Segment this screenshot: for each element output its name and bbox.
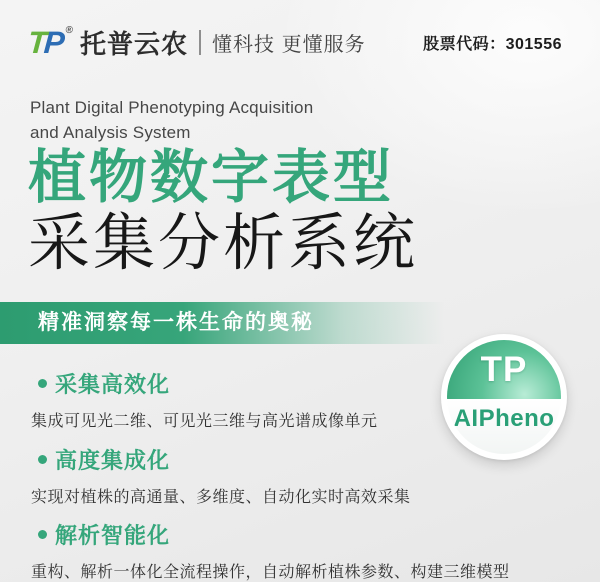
logo-letter-t: T (26, 24, 47, 60)
feature-description: 重构、解析一体化全流程操作，自动解析植株参数、构建三维模型 (31, 564, 510, 581)
brand-lockup (28, 24, 366, 61)
logo-letter-p: P (42, 24, 64, 60)
feature-item-integration (31, 444, 511, 507)
stock-code-label: 股票代码：301556 (423, 36, 562, 53)
feature-heading (31, 368, 511, 399)
english-subtitle (30, 96, 360, 145)
toppy-tp-logo-icon (27, 25, 74, 61)
bullet-dot-icon (38, 455, 47, 464)
feature-title: 高度集成化 (55, 448, 171, 473)
brand-name: 托普云农 (80, 29, 189, 59)
feature-title: 解析智能化 (55, 523, 171, 548)
badge-tp-label: TP (480, 349, 528, 389)
feature-heading (31, 444, 511, 475)
badge-aipheno-label: AIPheno (453, 405, 555, 433)
bullet-dot-icon (38, 379, 47, 388)
top-bar (0, 0, 600, 70)
feature-description: 实现对植株的高通量、多维度、自动化实时高效采集 (31, 489, 411, 506)
feature-item-analysis (31, 519, 511, 582)
main-title-line1: 植物数字表型 (28, 145, 395, 210)
feature-description: 集成可见光二维、可见光三维与高光谱成像单元 (31, 413, 378, 430)
feature-item-acquisition (31, 368, 511, 431)
slogan-text: 精准洞察每一株生命的奥秘 (38, 311, 314, 334)
bullet-dot-icon (38, 530, 47, 539)
brand-divider (199, 30, 201, 55)
feature-heading (31, 519, 511, 550)
registered-trademark-icon: ® (65, 24, 74, 36)
english-subtitle-line2: and Analysis System (30, 122, 191, 142)
main-title-line2: 采集分析系统 (28, 209, 419, 278)
english-subtitle-line1: Plant Digital Phenotyping Acquisition (30, 98, 314, 117)
brand-tagline: 懂科技 更懂服务 (212, 34, 366, 56)
feature-title: 采集高效化 (55, 372, 171, 397)
slogan-banner (0, 302, 458, 344)
